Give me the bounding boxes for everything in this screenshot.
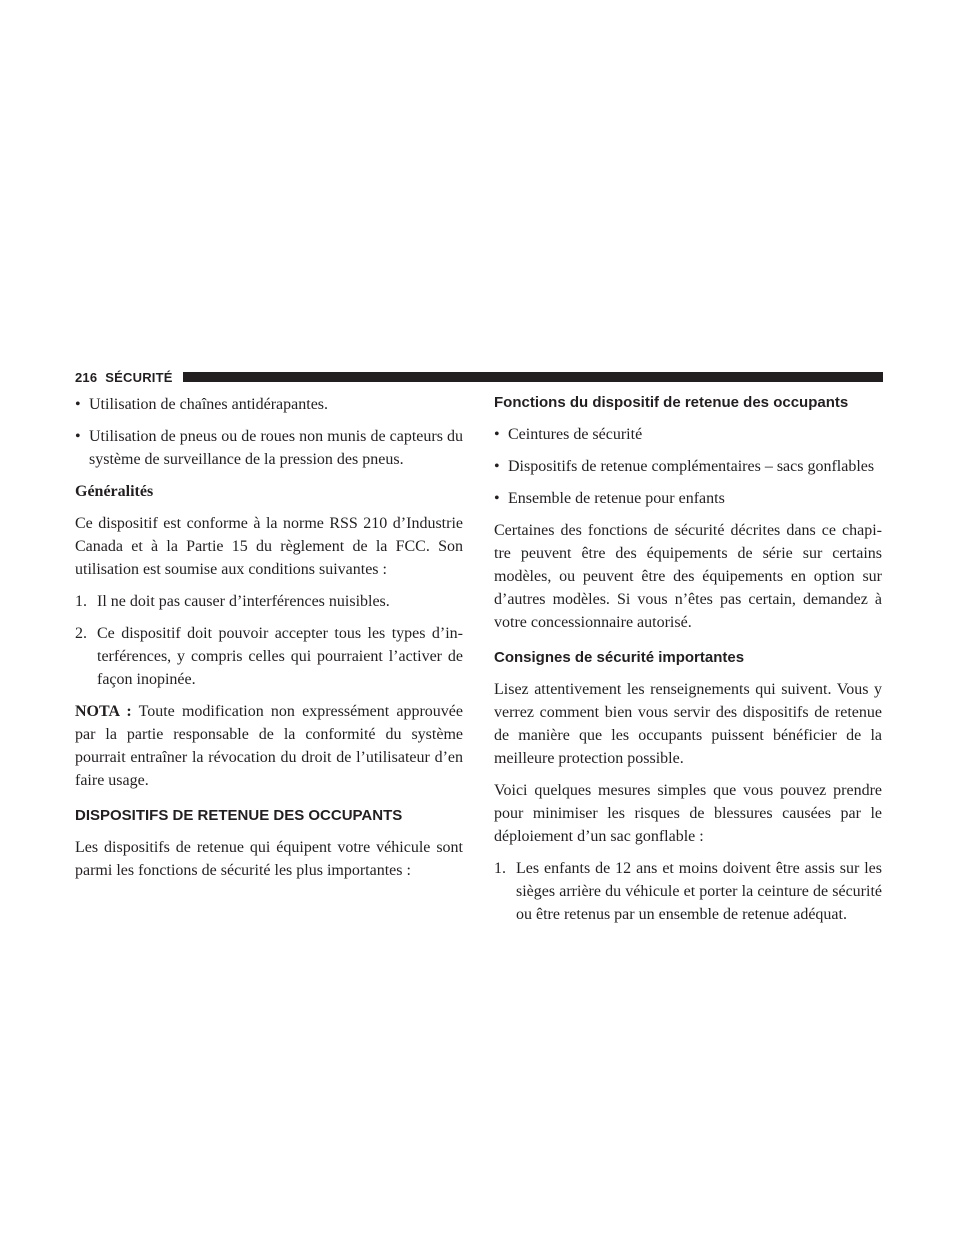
functions-note: Certaines des fonctions de sécurité décrites dans ce chapi-tre peuvent être des équipements de série sur certains modèles, ou peuvent être des équipements en option sur d’autres modèles. Si vous n’êtes pas certain, demandez à votre concessionnaire autorisé. (494, 522, 882, 631)
right-column (494, 393, 882, 935)
section-intro: Les dispositifs de retenue qui équipent votre véhicule sont parmi les fonctions de sécurité les plus importantes : (75, 839, 463, 879)
generalites-heading: Généralités (75, 483, 154, 500)
section-heading: DISPOSITIFS DE RETENUE DES OCCUPANTS (75, 807, 403, 824)
list-item: • Ensemble de retenue pour enfants (494, 487, 882, 510)
list-item: 1. Il ne doit pas causer d’interférences nuisibles. (75, 590, 463, 613)
list-item: • Dispositifs de retenue complémentaires – sacs gonflables (494, 455, 882, 478)
nota-paragraph: NOTA : Toute modification non expressément approuvée par la partie responsable de la conformité du système pourrait entraîner la révocation du droit de l’utilisateur d’en faire usage. (75, 703, 463, 789)
item-number: 1. (75, 593, 87, 610)
page-header (75, 370, 883, 384)
conditions-list (75, 590, 463, 691)
bullet-icon: • (494, 458, 500, 475)
measures-list (494, 857, 882, 926)
bullet-icon: • (75, 428, 81, 445)
item-number: 1. (494, 860, 506, 877)
left-column (75, 393, 463, 891)
item-number: 2. (75, 625, 87, 642)
bullet-list (75, 393, 463, 471)
list-item: • Utilisation de pneus ou de roues non munis de capteurs du système de surveillance de la pression des pneus. (75, 425, 463, 471)
intro-paragraph: Ce dispositif est conforme à la norme RSS 210 d’Industrie Canada et à la Partie 15 du règlement de la FCC. Son utilisation est soumise aux conditions suivantes : (75, 515, 463, 578)
functions-list (494, 423, 882, 510)
nota-label: NOTA : (75, 703, 132, 720)
list-item: 1. Les enfants de 12 ans et moins doivent être assis sur les sièges arrière du véhicule et porter la ceinture de sécurité ou être retenus par un ensemble de retenue adéquat. (494, 857, 882, 926)
consignes-heading: Consignes de sécurité importantes (494, 649, 745, 666)
list-item: • Ceintures de sécurité (494, 423, 882, 446)
page-number: 216 (75, 369, 98, 385)
consignes-paragraph-2: Voici quelques mesures simples que vous pouvez prendre pour minimiser les risques de blessures causées par le déploiement d’un sac gonflable : (494, 782, 882, 845)
list-item: • Utilisation de chaînes antidérapantes. (75, 393, 463, 416)
bullet-icon: • (75, 396, 81, 413)
functions-heading: Fonctions du dispositif de retenue des occupants (494, 394, 849, 411)
bullet-icon: • (494, 490, 500, 507)
consignes-paragraph-1: Lisez attentivement les renseignements qui suivent. Vous y verrez comment bien vous servir des dispositifs de retenue de manière que les occupants puissent bénéficier de la meilleure protection possible. (494, 681, 882, 767)
bullet-icon: • (494, 426, 500, 443)
list-item: 2. Ce dispositif doit pouvoir accepter tous les types d’in-terférences, y compris celles qui pourraient l’activer de façon inopinée. (75, 622, 463, 691)
header-rule (183, 372, 883, 382)
section-title: SÉCURITÉ (105, 369, 173, 385)
